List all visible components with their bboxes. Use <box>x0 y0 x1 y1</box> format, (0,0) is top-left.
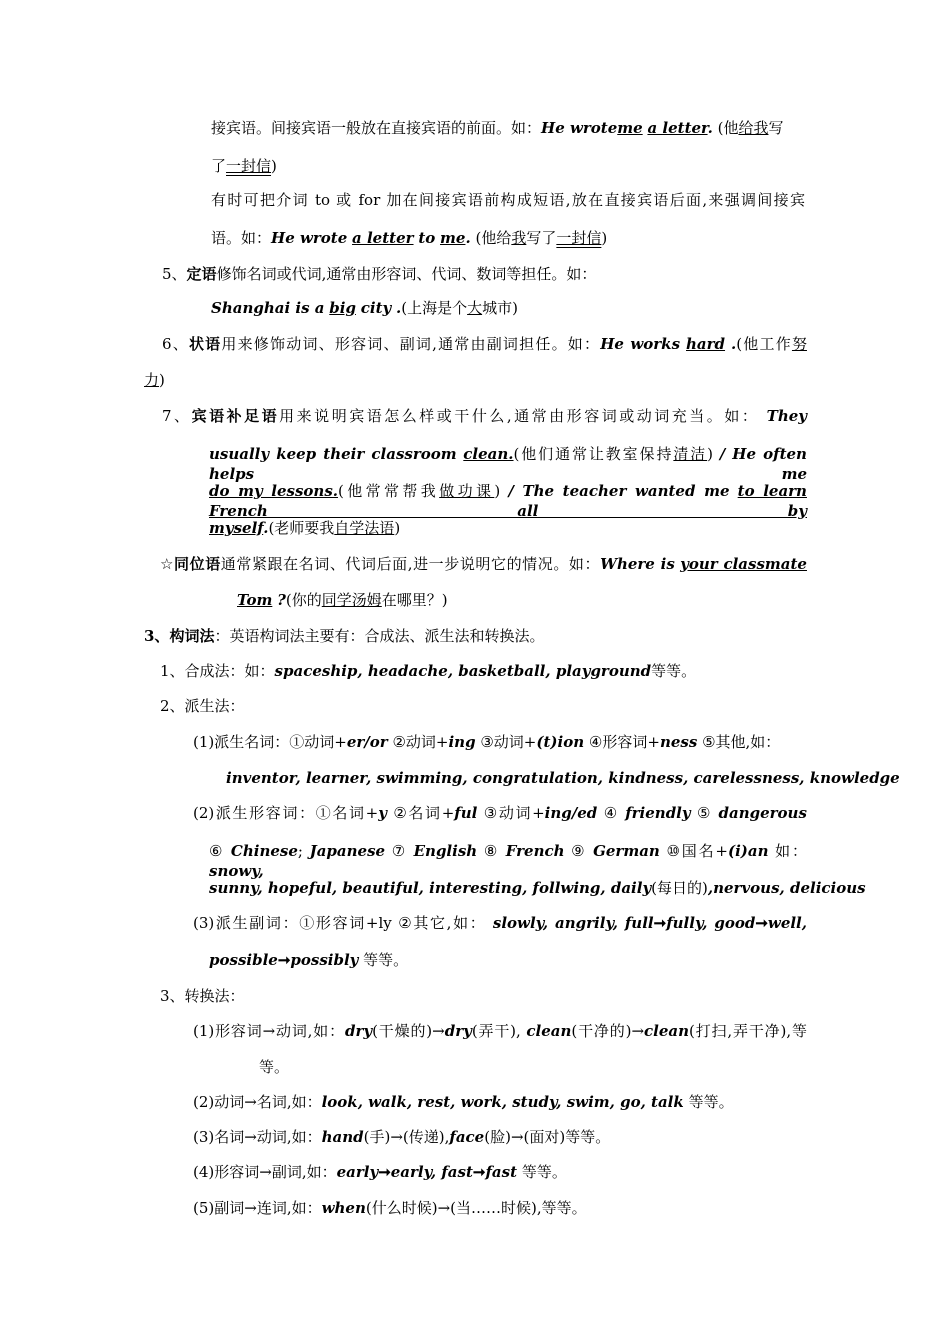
example: He wrote <box>271 229 348 247</box>
example: dry <box>444 1022 472 1040</box>
translation: 在哪里？) <box>381 591 448 609</box>
text: ⑧ <box>483 842 500 860</box>
text: ; <box>297 842 303 860</box>
example: usually keep their classroom <box>209 445 457 463</box>
suffix: ful <box>454 804 478 822</box>
example: clean <box>526 1022 572 1040</box>
example: to <box>418 229 436 247</box>
derivation-label <box>160 696 245 716</box>
example: . <box>465 229 471 247</box>
example: spaceship, headache, basketball, playground <box>274 662 652 680</box>
indirect-object-line-3 <box>211 190 805 210</box>
text: ⑥ <box>209 842 225 860</box>
suffix: ness <box>659 733 698 751</box>
translation: (打扫,弄干净),等 <box>689 1022 807 1040</box>
example-underlined: do my lessons. <box>209 482 339 500</box>
translation: (他给 <box>475 229 512 247</box>
item-number: 5、 <box>162 265 187 283</box>
term: 定语 <box>186 265 217 283</box>
example: He wrote <box>541 119 618 137</box>
example: possibly <box>290 951 359 969</box>
appositive-definition <box>160 554 807 574</box>
conversion-line-1-wrap <box>259 1057 289 1077</box>
text: (1)形容词→动词,如： <box>193 1022 345 1040</box>
text: 语。如： <box>211 229 272 247</box>
example-underlined: big <box>329 299 356 317</box>
example-underlined: myself <box>209 519 264 537</box>
conversion-line-4 <box>193 1162 567 1182</box>
example: well, <box>767 914 807 932</box>
translation: (每日的) <box>651 879 708 897</box>
text: ③动词+ <box>483 804 545 822</box>
arrow-icon: ➞ <box>755 914 768 932</box>
example: face <box>449 1128 485 1146</box>
example-underlined: me <box>617 119 643 137</box>
example-underlined: a letter <box>352 229 414 247</box>
text: 3、转换法： <box>160 987 245 1005</box>
translation: (你的 <box>285 591 322 609</box>
example: / The teacher wanted me <box>508 482 730 500</box>
translation-underlined: 给我 <box>738 119 769 137</box>
example: French <box>505 842 565 860</box>
text: 用来说明宾语怎么样或干什么,通常由形容词或动词充当。如： <box>279 407 760 425</box>
text: ⑤其他,如： <box>702 733 781 751</box>
text: (2)动词→名词,如： <box>193 1093 322 1111</box>
example-underlined: clean. <box>463 445 514 463</box>
text: 接宾语。间接宾语一般放在直接宾语的前面。如： <box>211 119 542 137</box>
example: early, fast <box>390 1163 473 1181</box>
example-underlined: a letter <box>647 119 708 137</box>
example: dry <box>344 1022 373 1040</box>
arrow-icon: ➞ <box>472 1163 486 1181</box>
derived-adverb-line-1 <box>193 913 807 933</box>
translation-underlined: 做功课 <box>439 482 495 500</box>
derived-adjective-line-3 <box>209 878 866 898</box>
complement-definition <box>162 406 807 426</box>
arrow-icon: ➞ <box>653 914 667 932</box>
derived-adjective-line-2 <box>209 841 807 881</box>
text: 用来修饰动词、形容词、副词,通常由副词担任。如： <box>221 335 601 353</box>
text: ⑦ <box>391 842 407 860</box>
translation: (干燥的)→ <box>372 1022 445 1040</box>
derived-adjective-line-1 <box>193 803 807 823</box>
text: 等等。 <box>651 662 697 680</box>
translation: (上海是个 <box>401 299 468 317</box>
example: clean <box>644 1022 690 1040</box>
translation-underlined: 我 <box>511 229 527 247</box>
translation-underlined: 同学汤姆 <box>321 591 382 609</box>
translation: ) <box>707 445 714 463</box>
example: Shanghai is a <box>211 299 325 317</box>
translation: 写 <box>768 119 784 137</box>
example: snowy, <box>209 862 264 880</box>
example: / He often helps me <box>209 445 807 483</box>
indirect-object-line-1 <box>211 118 783 138</box>
term: 状语 <box>188 335 222 353</box>
text: (1)派生名词：①动词+ <box>193 733 347 751</box>
example: look, walk, rest, work, study, swim, go, talk <box>321 1093 684 1111</box>
derived-noun-line <box>193 732 780 752</box>
translation: (他工作 <box>736 335 792 353</box>
text: ： <box>214 627 230 645</box>
example: . <box>396 299 402 317</box>
text: ④形容词+ <box>588 733 660 751</box>
text: 等等。 <box>363 951 409 969</box>
translation: ) <box>159 371 165 389</box>
star-icon: ☆ <box>160 555 175 573</box>
example: fully, good <box>666 914 756 932</box>
text: ②名词+ <box>393 804 455 822</box>
conversion-line-1 <box>193 1021 807 1041</box>
text: (4)形容词→副词,如： <box>193 1163 337 1181</box>
item-number: 7、 <box>162 407 192 425</box>
text: ⑩国名+ <box>666 842 728 860</box>
text: ⑨ <box>571 842 587 860</box>
text: (5)副词→连词,如： <box>193 1199 322 1217</box>
text: 等等。 <box>521 1163 567 1181</box>
indirect-object-line-4 <box>211 228 607 248</box>
translation: 城市) <box>482 299 518 317</box>
example: German <box>593 842 660 860</box>
translation: (他们通常让教室保持 <box>513 445 674 463</box>
example-underlined: me <box>440 229 466 247</box>
complement-line-3 <box>209 481 807 521</box>
complement-line-4 <box>209 518 400 538</box>
suffix: (i)an <box>728 842 769 860</box>
translation: (他 <box>717 119 739 137</box>
text: 如： <box>775 842 807 860</box>
adverbial-wrap <box>144 370 165 390</box>
text: (3)名词→动词,如： <box>193 1128 322 1146</box>
translation-underlined: 力 <box>144 371 160 389</box>
complement-line-2 <box>209 444 807 484</box>
example: sunny, hopeful, beautiful, interesting, follwing, daily <box>209 879 652 897</box>
example: city <box>360 299 392 317</box>
translation: 了 <box>211 157 227 175</box>
item-number: 6、 <box>162 335 189 353</box>
text: ②动词+ <box>392 733 449 751</box>
example: . <box>731 335 737 353</box>
text: ⑤ <box>697 804 713 822</box>
translation: (手)→(传递), <box>363 1128 450 1146</box>
translation: ) <box>601 229 608 247</box>
translation: (什么时候)→(当……时候),等等。 <box>365 1199 587 1217</box>
translation: ) <box>394 519 401 537</box>
example: Chinese <box>230 842 298 860</box>
translation: (弄干), <box>471 1022 521 1040</box>
example: Where is <box>600 555 675 573</box>
conversion-label <box>160 986 245 1006</box>
arrow-icon: ➞ <box>277 951 291 969</box>
example: . <box>263 519 269 537</box>
example: inventor, learner, swimming, congratulation, kindness, carelessness, knowledge <box>226 769 900 787</box>
text: ③动词+ <box>480 733 537 751</box>
translation: (他常常帮我 <box>338 482 440 500</box>
translation-underlined: 一封信 <box>226 157 272 175</box>
translation-underlined: 清洁 <box>673 445 708 463</box>
translation: (脸)→(面对)等等。 <box>484 1128 611 1146</box>
conversion-line-3 <box>193 1127 610 1147</box>
example: . <box>707 119 713 137</box>
suffix: ing/ed <box>544 804 598 822</box>
text: 等。 <box>259 1058 290 1076</box>
section-title: 构词法 <box>169 627 215 645</box>
attributive-definition <box>162 264 596 284</box>
translation: ) <box>494 482 501 500</box>
suffix: y <box>378 804 387 822</box>
translation: 写了 <box>526 229 557 247</box>
translation-underlined: 自学法语 <box>334 519 395 537</box>
conversion-line-5 <box>193 1198 587 1218</box>
example: slowly, angrily, full <box>492 914 654 932</box>
indirect-object-line-2 <box>211 156 277 176</box>
example-underlined: hard <box>686 335 726 353</box>
translation: ) <box>271 157 277 175</box>
example: early <box>336 1163 379 1181</box>
suffix: (t)ion <box>536 733 585 751</box>
conversion-line-2 <box>193 1092 734 1112</box>
example: He works <box>600 335 681 353</box>
example-underlined: to learn French all by <box>209 482 807 520</box>
compound-line <box>160 661 696 681</box>
term: 宾语补足语 <box>191 407 280 425</box>
translation-underlined: 大 <box>467 299 483 317</box>
example: ,nervous, delicious <box>707 879 866 897</box>
suffix: ing <box>448 733 476 751</box>
example: fast <box>485 1163 518 1181</box>
example: when <box>321 1199 366 1217</box>
translation-underlined: 一封信 <box>556 229 602 247</box>
translation-underlined: 努 <box>791 335 807 353</box>
example: dangerous <box>718 804 807 822</box>
derived-noun-examples <box>226 768 900 788</box>
attributive-example <box>211 298 518 318</box>
translation: (老师要我 <box>268 519 335 537</box>
text: (2)派生形容词：①名词+ <box>193 804 379 822</box>
section-number: 3、 <box>144 627 170 645</box>
text: 2、派生法： <box>160 697 245 715</box>
example-underlined: Tom <box>237 591 273 609</box>
text: ④ <box>603 804 619 822</box>
text: 1、合成法：如： <box>160 662 275 680</box>
term: 同位语 <box>174 555 221 573</box>
arrow-icon: ➞ <box>378 1163 391 1181</box>
example: English <box>413 842 478 860</box>
text: 修饰名词或代词,通常由形容词、代词、数词等担任。如： <box>216 265 597 283</box>
translation: (干净的)→ <box>571 1022 645 1040</box>
example-underlined: your classmate <box>680 555 807 573</box>
word-formation-heading <box>144 626 544 646</box>
suffix: er/or <box>346 733 388 751</box>
example: They <box>766 407 807 425</box>
appositive-line-2 <box>237 590 448 610</box>
text: 有时可把介词 to 或 for 加在间接宾语前构成短语,放在直接宾语后面,来强调间接宾 <box>211 191 805 209</box>
example: possible <box>209 951 278 969</box>
example: ? <box>277 591 286 609</box>
example: Japanese <box>309 842 386 860</box>
derived-adverb-line-2 <box>209 950 408 970</box>
text: 英语构词法主要有：合成法、派生法和转换法。 <box>229 627 545 645</box>
example: friendly <box>625 804 691 822</box>
example: hand <box>321 1128 364 1146</box>
text: 等等。 <box>688 1093 734 1111</box>
text: (3)派生副词：①形容词+ly ②其它,如： <box>193 914 487 932</box>
text: 通常紧跟在名词、代词后面,进一步说明它的情况。如： <box>220 555 601 573</box>
adverbial-definition <box>162 334 807 354</box>
